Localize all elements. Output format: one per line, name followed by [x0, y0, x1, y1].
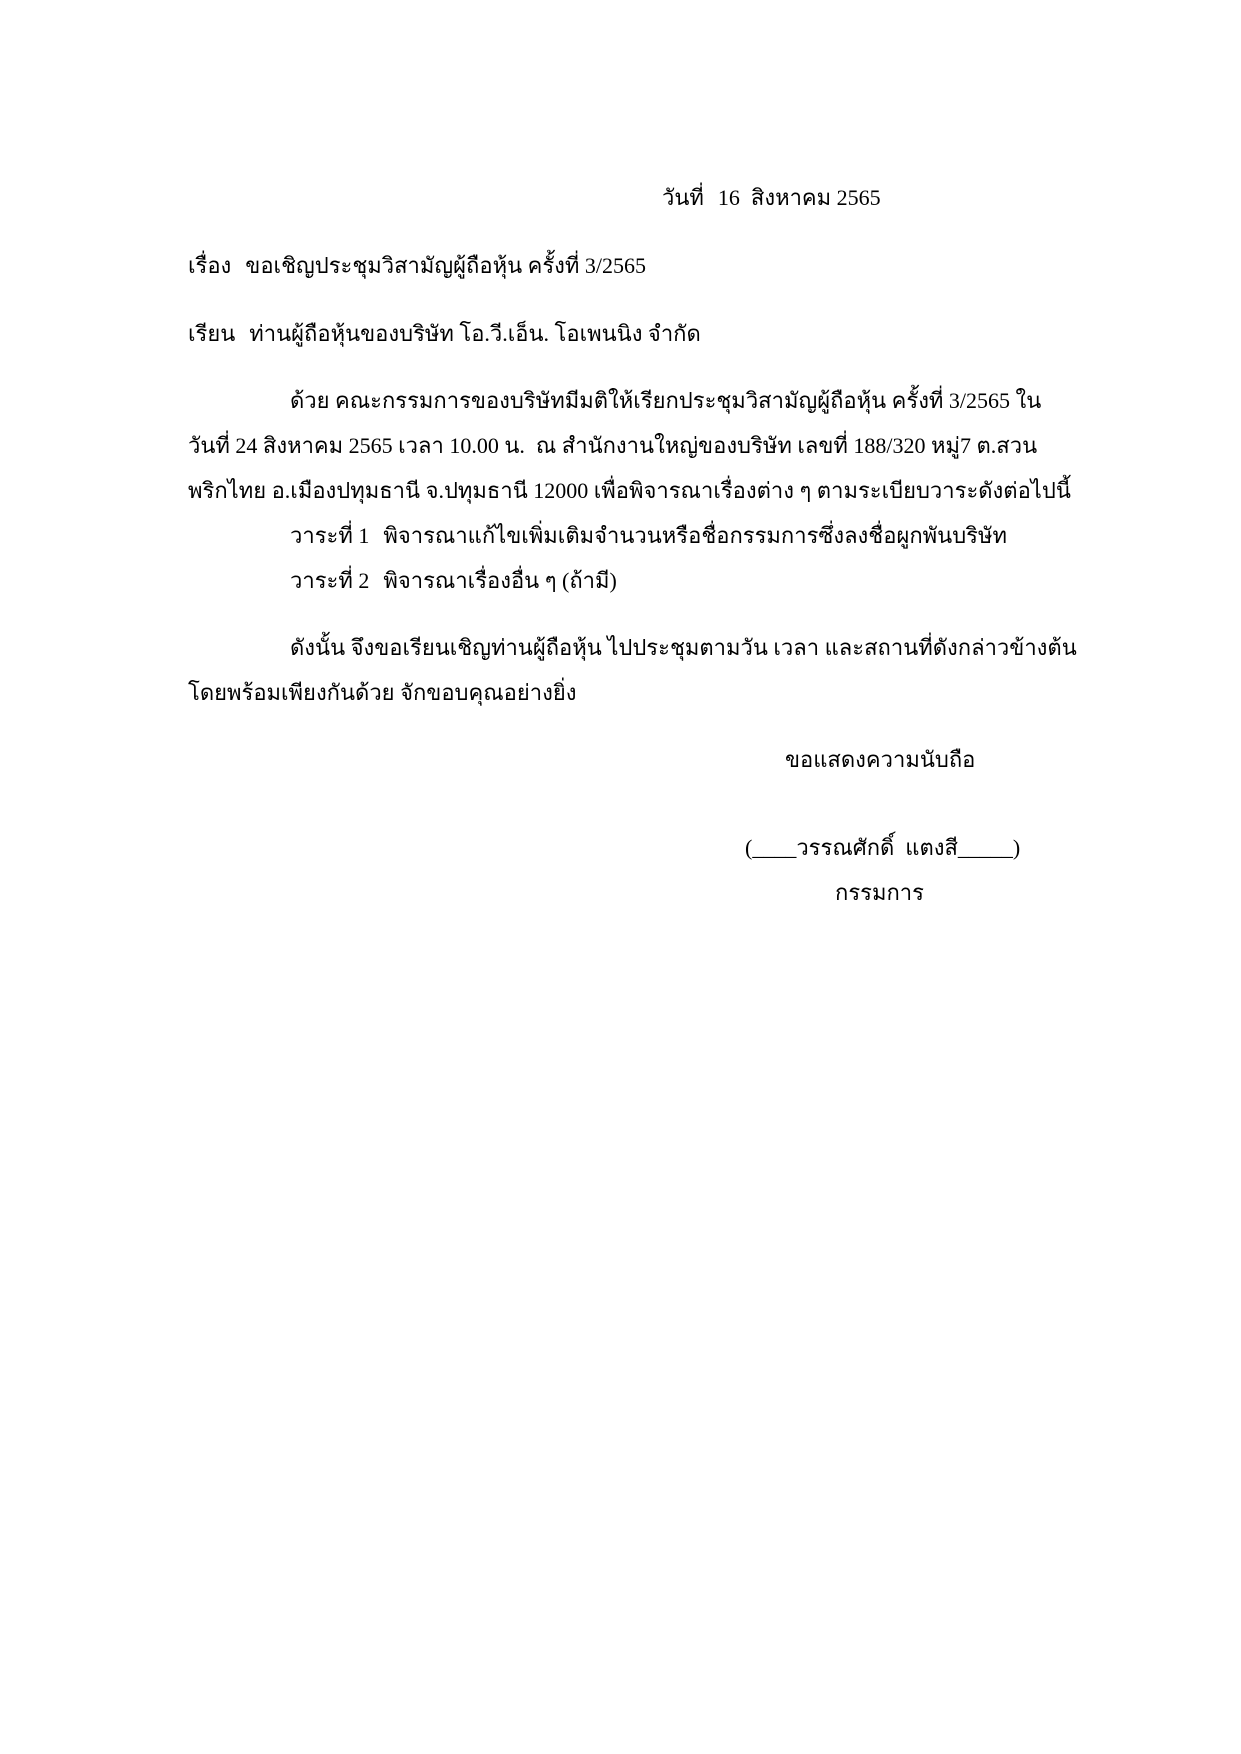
agenda-item — [290, 513, 1181, 558]
paragraph-line: พริกไทย อ.เมืองปทุมธานี จ.ปทุมธานี 12000 เพื่อพิจารณาเรื่องต่าง ๆ ตามระเบียบวาระดังต่อไปนี้ — [188, 478, 1071, 503]
agenda-item — [290, 558, 1181, 603]
closing-text: ขอแสดงความนับถือ — [785, 747, 976, 772]
subject-label: เรื่อง — [188, 253, 232, 278]
paragraph-line: โดยพร้อมเพียงกันด้วย จักขอบคุณอย่างยิ่ง — [188, 680, 577, 705]
signature-name: (____วรรณศักดิ์ แตงสี_____) — [745, 835, 1021, 860]
date-label: วันที่ — [662, 185, 704, 210]
agenda-list — [188, 513, 1181, 603]
subject-text: ขอเชิญประชุมวิสามัญผู้ถือหุ้น ครั้งที่ 3/2565 — [245, 253, 647, 278]
recipient-line — [188, 311, 1181, 356]
recipient-label: เรียน — [188, 321, 236, 346]
agenda-text: พิจารณาแก้ไขเพิ่มเติมจำนวนหรือชื่อกรรมการซึ่งลงชื่อผูกพันบริษัท — [383, 523, 1007, 548]
recipient-text: ท่านผู้ถือหุ้นของบริษัท โอ.วี.เอ็น. โอเพนนิง จำกัด — [249, 321, 701, 346]
paragraph-line: ดังนั้น จึงขอเรียนเชิญท่านผู้ถือหุ้น ไปประชุมตามวัน เวลา และสถานที่ดังกล่าวข้างต้น — [290, 635, 1077, 660]
paragraph-meeting-notice — [188, 378, 1181, 513]
agenda-label: วาระที่ 1 — [290, 523, 370, 548]
agenda-label: วาระที่ 2 — [290, 568, 370, 593]
paragraph-line: ด้วย คณะกรรมการของบริษัทมีมติให้เรียกประชุมวิสามัญผู้ถือหุ้น ครั้งที่ 3/2565 ใน — [290, 388, 1042, 413]
date-value: 16 สิงหาคม 2565 — [717, 185, 881, 210]
paragraph-line: วันที่ 24 สิงหาคม 2565 เวลา 10.00 น. ณ สำนักงานใหญ่ของบริษัท เลขที่ 188/320 หมู่7 ต.สวน — [188, 433, 1038, 458]
signature-title: กรรมการ — [835, 880, 924, 905]
date-line — [662, 175, 1181, 220]
agenda-text: พิจารณาเรื่องอื่น ๆ (ถ้ามี) — [383, 568, 617, 593]
paragraph-invitation — [188, 625, 1181, 715]
subject-line — [188, 243, 1181, 288]
